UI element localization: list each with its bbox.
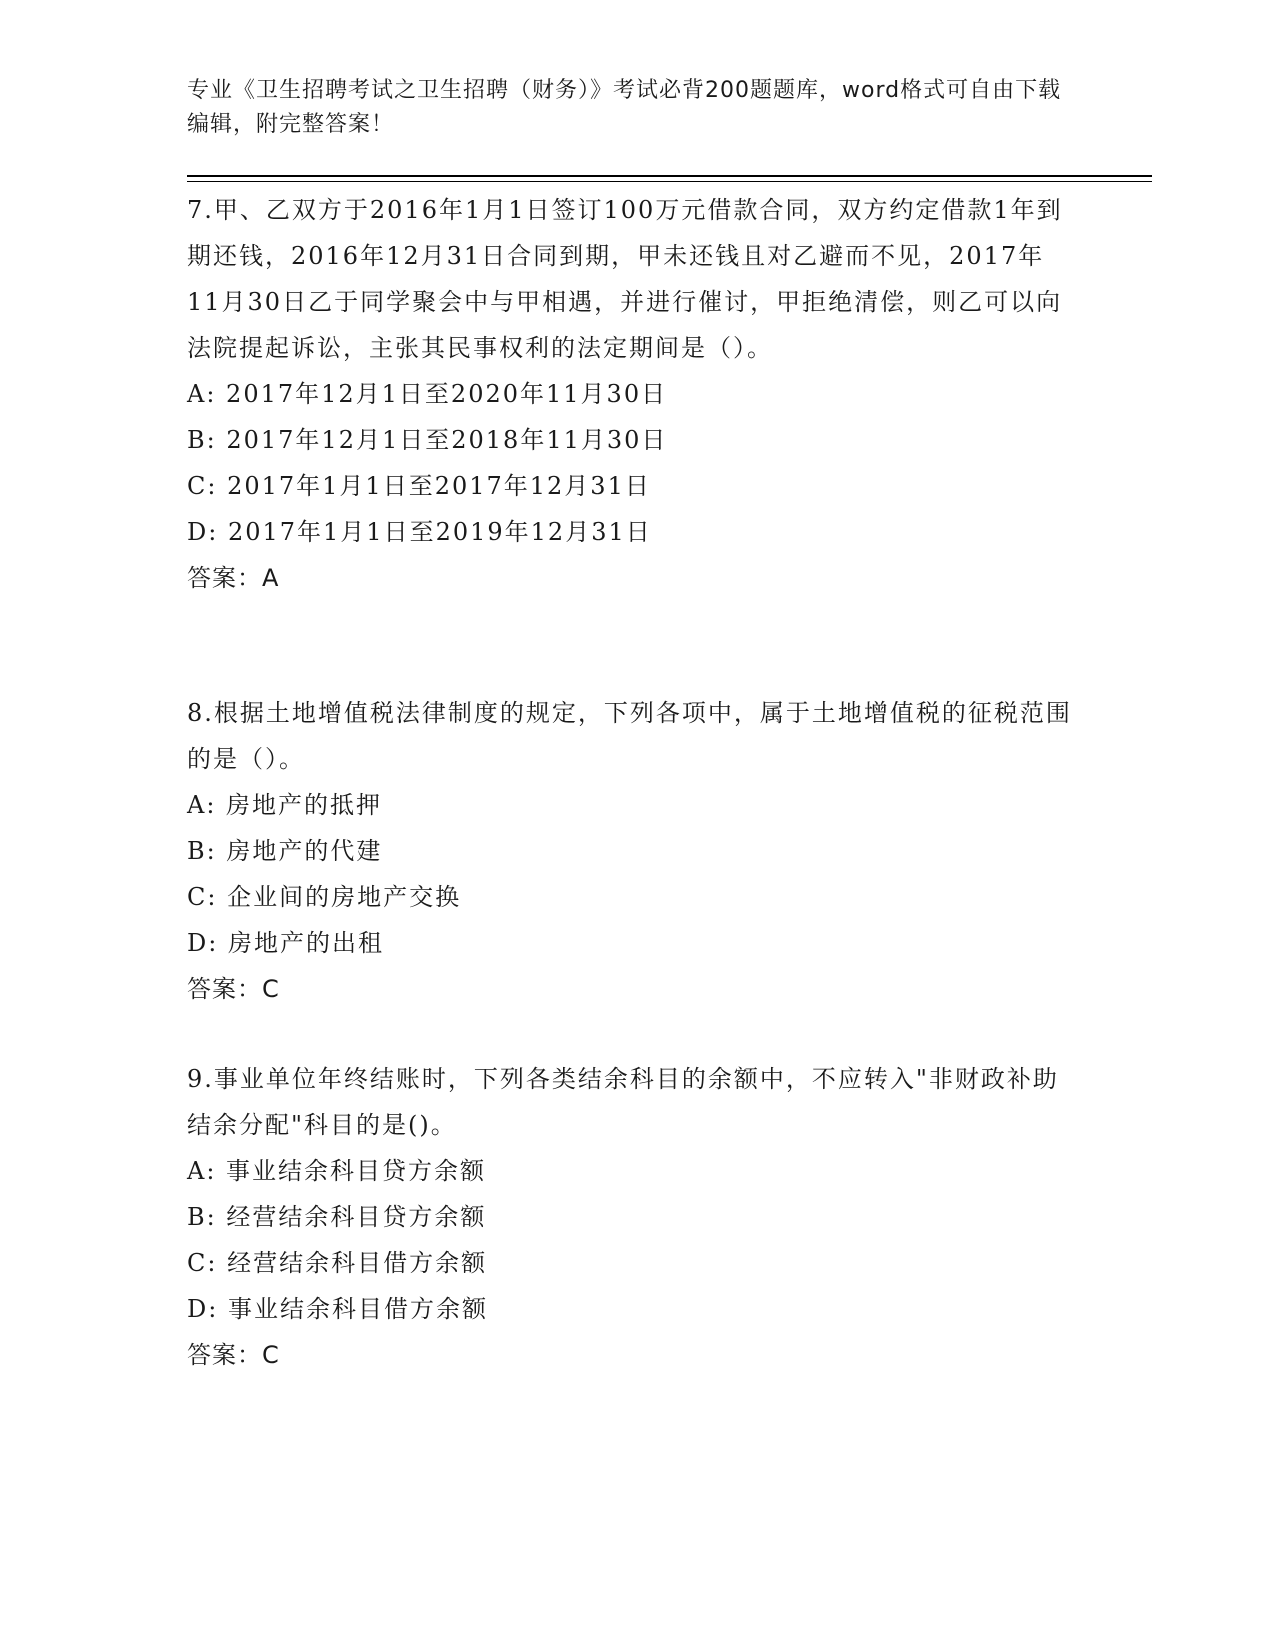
header-rule-thick <box>187 175 1152 177</box>
answer-line: 答案：C <box>187 1341 280 1369</box>
option-a: A: 2017年12月1日至2020年11月30日 <box>187 380 668 408</box>
option-a: A: 房地产的抵押 <box>187 791 383 819</box>
option-b: B: 2017年12月1日至2018年11月30日 <box>187 426 668 454</box>
option-b: B: 房地产的代建 <box>187 837 383 865</box>
header-rule-thin <box>187 181 1152 182</box>
answer-line: 答案：A <box>187 564 280 592</box>
option-c: C: 企业间的房地产交换 <box>187 883 462 911</box>
question-7 <box>187 187 1077 601</box>
option-d: D: 事业结余科目借方余额 <box>187 1295 488 1323</box>
question-8 <box>187 690 1077 1012</box>
option-c: C: 2017年1月1日至2017年12月31日 <box>187 472 651 500</box>
option-b: B: 经营结余科目贷方余额 <box>187 1203 487 1231</box>
option-c: C: 经营结余科目借方余额 <box>187 1249 488 1277</box>
question-stem: 8.根据土地增值税法律制度的规定，下列各项中，属于土地增值税的征税范围的是（）。 <box>187 699 1072 773</box>
document-header: 专业《卫生招聘考试之卫生招聘（财务）》考试必背200题题库，word格式可自由下载编辑，附完整答案！ <box>187 78 1062 137</box>
option-d: D: 房地产的出租 <box>187 929 384 957</box>
option-d: D: 2017年1月1日至2019年12月31日 <box>187 518 652 546</box>
option-a: A: 事业结余科目贷方余额 <box>187 1157 487 1185</box>
question-9 <box>187 1056 1077 1378</box>
question-stem: 7.甲、乙双方于2016年1月1日签订100万元借款合同，双方约定借款1年到期还钱，2016年12月31日合同到期，甲未还钱且对乙避而不见，2017年11月30日乙于同学聚会中与甲相遇，并进行催讨，甲拒绝清偿，则乙可以向法院提起诉讼，主张其民事权利的法定期间是（）。 <box>187 196 1063 362</box>
question-stem: 9.事业单位年终结账时，下列各类结余科目的余额中，不应转入"非财政补助结余分配"科目的是()。 <box>187 1065 1059 1139</box>
answer-line: 答案：C <box>187 975 280 1003</box>
